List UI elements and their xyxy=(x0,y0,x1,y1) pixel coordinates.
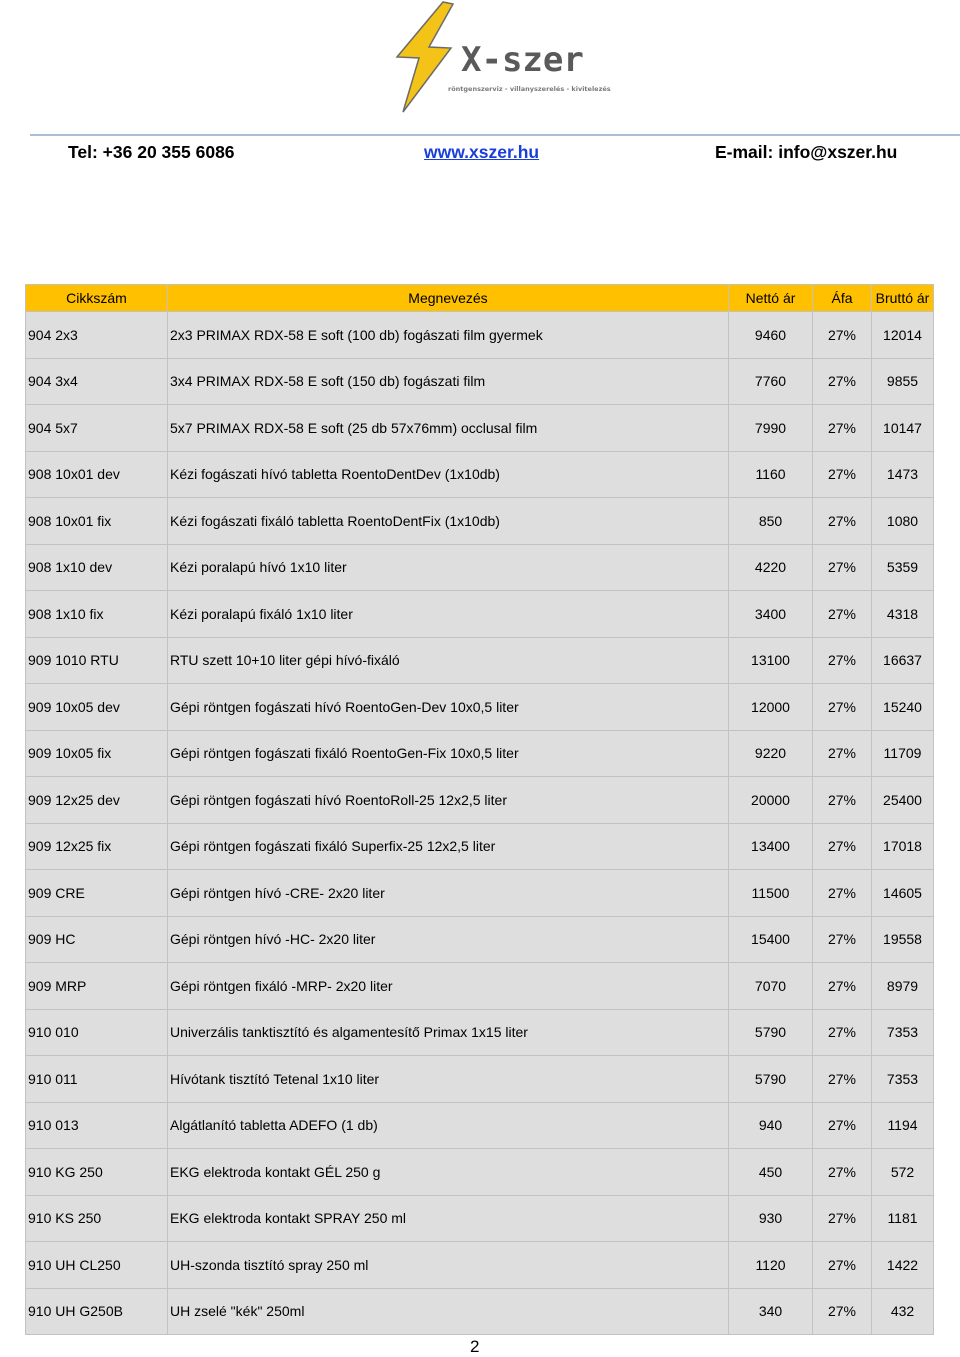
cell-item-number: 910 KS 250 xyxy=(26,1195,168,1242)
cell-vat: 27% xyxy=(813,1009,872,1056)
cell-vat: 27% xyxy=(813,777,872,824)
cell-description: Kézi poralapú hívó 1x10 liter xyxy=(168,544,729,591)
cell-net-price: 3400 xyxy=(729,591,813,638)
cell-description: EKG elektroda kontakt SPRAY 250 ml xyxy=(168,1195,729,1242)
cell-item-number: 904 3x4 xyxy=(26,358,168,405)
table-row xyxy=(26,1195,934,1242)
cell-gross-price: 432 xyxy=(872,1288,934,1335)
cell-item-number: 909 10x05 dev xyxy=(26,684,168,731)
table-row xyxy=(26,870,934,917)
cell-item-number: 910 UH G250B xyxy=(26,1288,168,1335)
lightning-bolt-icon xyxy=(397,2,453,112)
cell-item-number: 908 10x01 fix xyxy=(26,498,168,545)
cell-gross-price: 12014 xyxy=(872,312,934,359)
table-row xyxy=(26,591,934,638)
table-row xyxy=(26,405,934,452)
cell-net-price: 450 xyxy=(729,1149,813,1196)
cell-gross-price: 16637 xyxy=(872,637,934,684)
cell-net-price: 20000 xyxy=(729,777,813,824)
cell-gross-price: 7353 xyxy=(872,1009,934,1056)
header-divider xyxy=(30,134,960,136)
cell-net-price: 930 xyxy=(729,1195,813,1242)
header-net-price: Nettó ár xyxy=(729,285,813,312)
table-row xyxy=(26,730,934,777)
cell-vat: 27% xyxy=(813,405,872,452)
header-description: Megnevezés xyxy=(168,285,729,312)
table-row xyxy=(26,544,934,591)
logo-tagline: röntgenszerviz - villanyszerelés - kivitelezés xyxy=(448,85,611,93)
table-row xyxy=(26,358,934,405)
header-item-number: Cikkszám xyxy=(26,285,168,312)
cell-vat: 27% xyxy=(813,591,872,638)
cell-description: Kézi fogászati fixáló tabletta RoentoDentFix (1x10db) xyxy=(168,498,729,545)
cell-vat: 27% xyxy=(813,1242,872,1289)
cell-gross-price: 1194 xyxy=(872,1102,934,1149)
table-header-row xyxy=(26,285,934,312)
cell-vat: 27% xyxy=(813,1195,872,1242)
header-vat: Áfa xyxy=(813,285,872,312)
cell-item-number: 909 10x05 fix xyxy=(26,730,168,777)
cell-item-number: 908 1x10 dev xyxy=(26,544,168,591)
cell-item-number: 910 013 xyxy=(26,1102,168,1149)
cell-vat: 27% xyxy=(813,544,872,591)
header-gross-price: Bruttó ár xyxy=(872,285,934,312)
cell-description: Univerzális tanktisztító és algamentesítő Primax 1x15 liter xyxy=(168,1009,729,1056)
cell-gross-price: 17018 xyxy=(872,823,934,870)
cell-vat: 27% xyxy=(813,1056,872,1103)
cell-net-price: 13400 xyxy=(729,823,813,870)
table-row xyxy=(26,451,934,498)
cell-net-price: 11500 xyxy=(729,870,813,917)
table-row xyxy=(26,823,934,870)
cell-gross-price: 15240 xyxy=(872,684,934,731)
cell-vat: 27% xyxy=(813,1149,872,1196)
cell-gross-price: 25400 xyxy=(872,777,934,824)
cell-description: Kézi poralapú fixáló 1x10 liter xyxy=(168,591,729,638)
website-link[interactable]: www.xszer.hu xyxy=(424,142,540,162)
cell-vat: 27% xyxy=(813,637,872,684)
cell-vat: 27% xyxy=(813,358,872,405)
table-row xyxy=(26,684,934,731)
cell-net-price: 5790 xyxy=(729,1009,813,1056)
cell-description: Algátlanító tabletta ADEFO (1 db) xyxy=(168,1102,729,1149)
cell-net-price: 13100 xyxy=(729,637,813,684)
cell-net-price: 15400 xyxy=(729,916,813,963)
cell-item-number: 904 5x7 xyxy=(26,405,168,452)
cell-gross-price: 10147 xyxy=(872,405,934,452)
cell-net-price: 9460 xyxy=(729,312,813,359)
table-row xyxy=(26,498,934,545)
cell-gross-price: 1080 xyxy=(872,498,934,545)
cell-description: Gépi röntgen hívó -CRE- 2x20 liter xyxy=(168,870,729,917)
table-row xyxy=(26,1009,934,1056)
cell-gross-price: 19558 xyxy=(872,916,934,963)
contact-email: E-mail: info@xszer.hu xyxy=(715,142,898,162)
cell-description: 5x7 PRIMAX RDX-58 E soft (25 db 57x76mm) occlusal film xyxy=(168,405,729,452)
cell-gross-price: 1473 xyxy=(872,451,934,498)
cell-net-price: 4220 xyxy=(729,544,813,591)
cell-description: Kézi fogászati hívó tabletta RoentoDentDev (1x10db) xyxy=(168,451,729,498)
contact-phone: Tel: +36 20 355 6086 xyxy=(68,142,235,162)
table-row xyxy=(26,637,934,684)
table-row xyxy=(26,312,934,359)
cell-vat: 27% xyxy=(813,870,872,917)
cell-description: Gépi röntgen fogászati hívó RoentoGen-Dev 10x0,5 liter xyxy=(168,684,729,731)
cell-vat: 27% xyxy=(813,451,872,498)
cell-net-price: 12000 xyxy=(729,684,813,731)
cell-description: Gépi röntgen fogászati fixáló Superfix-25 12x2,5 liter xyxy=(168,823,729,870)
logo-wordmark: X-szer xyxy=(461,40,584,80)
cell-net-price: 7070 xyxy=(729,963,813,1010)
cell-description: UH zselé "kék" 250ml xyxy=(168,1288,729,1335)
cell-vat: 27% xyxy=(813,1102,872,1149)
cell-gross-price: 9855 xyxy=(872,358,934,405)
company-logo xyxy=(395,2,611,114)
cell-vat: 27% xyxy=(813,312,872,359)
cell-gross-price: 14605 xyxy=(872,870,934,917)
cell-net-price: 1160 xyxy=(729,451,813,498)
cell-item-number: 909 12x25 dev xyxy=(26,777,168,824)
cell-gross-price: 7353 xyxy=(872,1056,934,1103)
cell-gross-price: 4318 xyxy=(872,591,934,638)
cell-net-price: 340 xyxy=(729,1288,813,1335)
table-row xyxy=(26,1288,934,1335)
cell-net-price: 9220 xyxy=(729,730,813,777)
cell-description: Gépi röntgen fogászati fixáló RoentoGen-Fix 10x0,5 liter xyxy=(168,730,729,777)
cell-gross-price: 8979 xyxy=(872,963,934,1010)
cell-item-number: 910 011 xyxy=(26,1056,168,1103)
cell-description: Gépi röntgen fixáló -MRP- 2x20 liter xyxy=(168,963,729,1010)
table-row xyxy=(26,1056,934,1103)
cell-gross-price: 5359 xyxy=(872,544,934,591)
table-row xyxy=(26,777,934,824)
table-row xyxy=(26,1149,934,1196)
cell-item-number: 909 MRP xyxy=(26,963,168,1010)
cell-vat: 27% xyxy=(813,823,872,870)
table-row xyxy=(26,1242,934,1289)
cell-item-number: 909 12x25 fix xyxy=(26,823,168,870)
cell-gross-price: 572 xyxy=(872,1149,934,1196)
cell-vat: 27% xyxy=(813,684,872,731)
cell-description: RTU szett 10+10 liter gépi hívó-fixáló xyxy=(168,637,729,684)
cell-net-price: 1120 xyxy=(729,1242,813,1289)
cell-vat: 27% xyxy=(813,916,872,963)
page-number: 2 xyxy=(470,1337,480,1356)
cell-description: UH-szonda tisztító spray 250 ml xyxy=(168,1242,729,1289)
cell-description: 3x4 PRIMAX RDX-58 E soft (150 db) fogászati film xyxy=(168,358,729,405)
cell-gross-price: 1181 xyxy=(872,1195,934,1242)
table-row xyxy=(26,916,934,963)
table-row xyxy=(26,963,934,1010)
cell-vat: 27% xyxy=(813,498,872,545)
table-row xyxy=(26,1102,934,1149)
cell-item-number: 904 2x3 xyxy=(26,312,168,359)
cell-gross-price: 11709 xyxy=(872,730,934,777)
cell-description: Gépi röntgen hívó -HC- 2x20 liter xyxy=(168,916,729,963)
cell-item-number: 910 KG 250 xyxy=(26,1149,168,1196)
cell-description: 2x3 PRIMAX RDX-58 E soft (100 db) fogászati film gyermek xyxy=(168,312,729,359)
cell-net-price: 7990 xyxy=(729,405,813,452)
price-table xyxy=(25,284,934,1335)
cell-description: Gépi röntgen fogászati hívó RoentoRoll-25 12x2,5 liter xyxy=(168,777,729,824)
cell-net-price: 850 xyxy=(729,498,813,545)
cell-description: EKG elektroda kontakt GÉL 250 g xyxy=(168,1149,729,1196)
cell-vat: 27% xyxy=(813,1288,872,1335)
cell-item-number: 909 CRE xyxy=(26,870,168,917)
cell-item-number: 908 10x01 dev xyxy=(26,451,168,498)
cell-net-price: 940 xyxy=(729,1102,813,1149)
cell-vat: 27% xyxy=(813,730,872,777)
cell-item-number: 909 HC xyxy=(26,916,168,963)
cell-net-price: 5790 xyxy=(729,1056,813,1103)
cell-description: Hívótank tisztító Tetenal 1x10 liter xyxy=(168,1056,729,1103)
cell-net-price: 7760 xyxy=(729,358,813,405)
cell-item-number: 908 1x10 fix xyxy=(26,591,168,638)
cell-item-number: 910 UH CL250 xyxy=(26,1242,168,1289)
cell-vat: 27% xyxy=(813,963,872,1010)
cell-item-number: 909 1010 RTU xyxy=(26,637,168,684)
cell-gross-price: 1422 xyxy=(872,1242,934,1289)
cell-item-number: 910 010 xyxy=(26,1009,168,1056)
